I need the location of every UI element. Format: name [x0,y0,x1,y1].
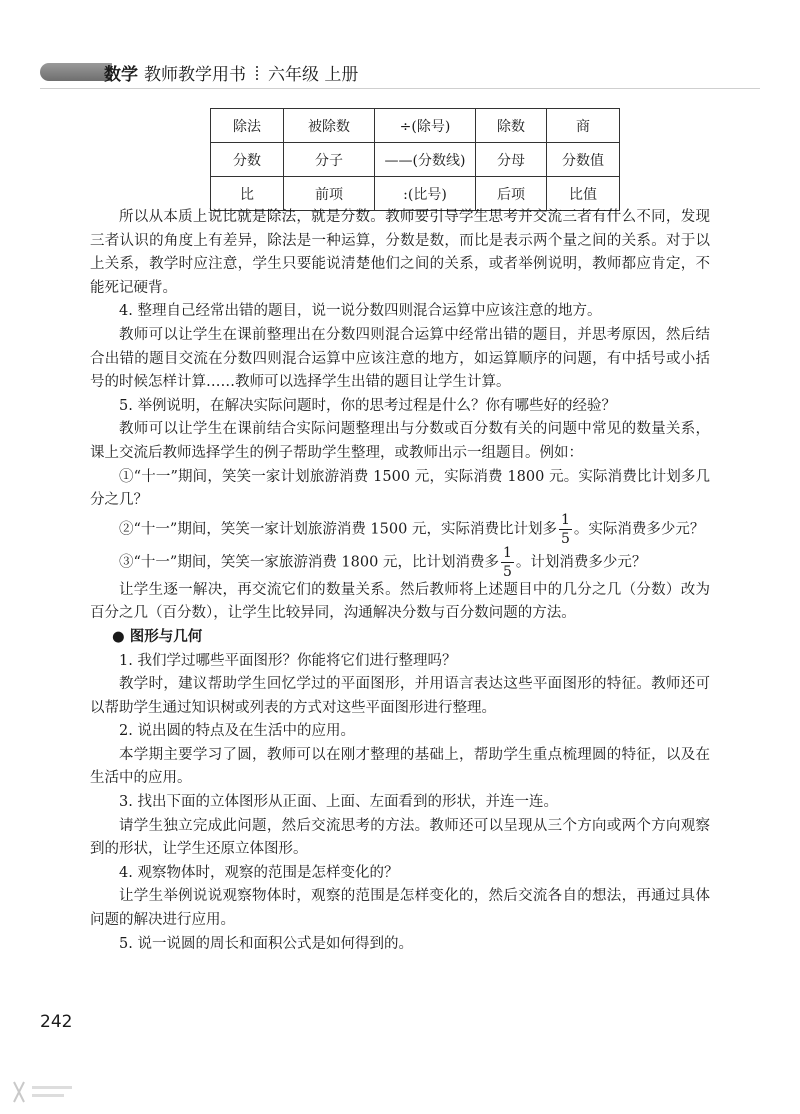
question-heading: 3. 找出下面的立体图形从正面、上面、左面看到的形状，并连一连。 [119,794,558,811]
body-text [90,206,710,956]
paragraph: 请学生独立完成此问题，然后交流思考的方法。教师还可以呈现从三个方向或两个方向观察到的形状，让学生还原立体图形。 [90,817,710,858]
header-separator [256,66,258,82]
question-heading: 4. 整理自己经常出错的题目，说一说分数四则混合运算中应该注意的地方。 [119,303,602,320]
example-text: 。实际消费多少元？ [573,521,705,538]
table-row [211,109,620,143]
paragraph: 让学生逐一解决，再交流它们的数量关系。然后教师将上述题目中的几分之几（分数）改为百分之几（百分数），让学生比较异同，沟通解决分数与百分数问题的方法。 [90,581,710,622]
example-item [90,546,710,579]
table-cell: ——(分数线) [375,143,476,177]
table-cell: 商 [547,109,620,143]
table-cell: 前项 [284,177,375,211]
question-heading: 5. 说一说圆的周长和面积公式是如何得到的。 [119,935,413,952]
table-cell: 分数值 [547,143,620,177]
question-heading: 4. 观察物体时，观察的范围是怎样变化的？ [119,864,399,881]
table-cell: 被除数 [284,109,375,143]
table-cell: 比值 [547,177,620,211]
table-row [211,143,620,177]
table-cell: 后项 [476,177,547,211]
table-cell: 除法 [211,109,284,143]
example-text: 。计划消费多少元？ [515,554,647,571]
table-cell: ÷(除号) [375,109,476,143]
fraction [501,546,514,579]
fraction [559,513,572,546]
header-title [104,60,358,85]
header-grade: 六年级 上册 [268,65,359,85]
paragraph: 让学生举例说说观察物体时，观察的范围是怎样变化的，然后交流各自的想法，再通过具体问题的解决进行应用。 [90,888,710,929]
page-number: 242 [40,1012,73,1032]
paragraph: 教师可以让学生在课前结合实际问题整理出与分数或百分数有关的问题中常见的数量关系，课上交流后教师选择学生的例子帮助学生整理，或教师出示一组题目。例如： [90,421,710,461]
example-text: ③“十一”期间，笑笑一家旅游消费 1800 元，比计划消费多 [119,554,499,571]
header-subject: 数学 [104,65,138,85]
paragraph: 本学期主要学习了圆，教师可以在刚才整理的基础上，帮助学生重点梳理圆的特征，以及在生活中的应用。 [90,746,710,787]
question-heading: 5. 举例说明，在解决实际问题时，你的思考过程是什么？你有哪些好的经验？ [119,397,616,414]
example-item: ①“十一”期间，笑笑一家计划旅游消费 1500 元，实际消费 1800 元。实际消费比计划多几分之几？ [90,468,710,509]
header-decoration-bar [40,63,112,81]
question-heading: 2. 说出圆的特点及在生活中的应用。 [119,723,355,740]
table-cell: 比 [211,177,284,211]
example-text: ②“十一”期间，笑笑一家计划旅游消费 1500 元，实际消费比计划多 [119,521,557,538]
fraction-denominator: 5 [502,563,512,580]
fraction-numerator: 1 [502,544,512,561]
watermark-logo-icon [10,1078,80,1106]
header-book: 教师教学用书 [144,65,246,85]
fraction-denominator: 5 [560,530,570,547]
paragraph: 教学时，建议帮助学生回忆学过的平面图形，并用语言表达这些平面图形的特征。教师还可以帮助学生通过知识树或列表的方式对这些平面图形进行整理。 [90,676,710,716]
header-divider [40,88,760,89]
example-item [90,513,710,546]
page-header [0,54,800,90]
table-cell: 分子 [284,143,375,177]
fraction-numerator: 1 [560,511,570,528]
question-heading: 1. 我们学过哪些平面图形？你能将它们进行整理吗？ [119,652,457,669]
comparison-table [210,108,620,211]
section-heading: ● 图形与几何 [112,628,203,645]
paragraph: 教师可以让学生在课前整理出在分数四则混合运算中经常出错的题目，并思考原因，然后结合出错的题目交流在分数四则混合运算中应该注意的地方，如运算顺序的问题，有中括号或小括号的时候怎样计算……教师可以选择学生出错的题目让学生计算。 [90,326,710,391]
table-cell: :(比号) [375,177,476,211]
table-cell: 除数 [476,109,547,143]
table-cell: 分母 [476,143,547,177]
paragraph: 所以从本质上说比就是除法，就是分数。教师要引导学生思考并交流三者有什么不同，发现三者认识的角度上有差异，除法是一种运算，分数是数，而比是表示两个量之间的关系。对于以上关系，教学时应注意，学生只要能说清楚他们之间的关系，或者举例说明，教师都应肯定，不能死记硬背。 [90,209,710,296]
table-cell: 分数 [211,143,284,177]
